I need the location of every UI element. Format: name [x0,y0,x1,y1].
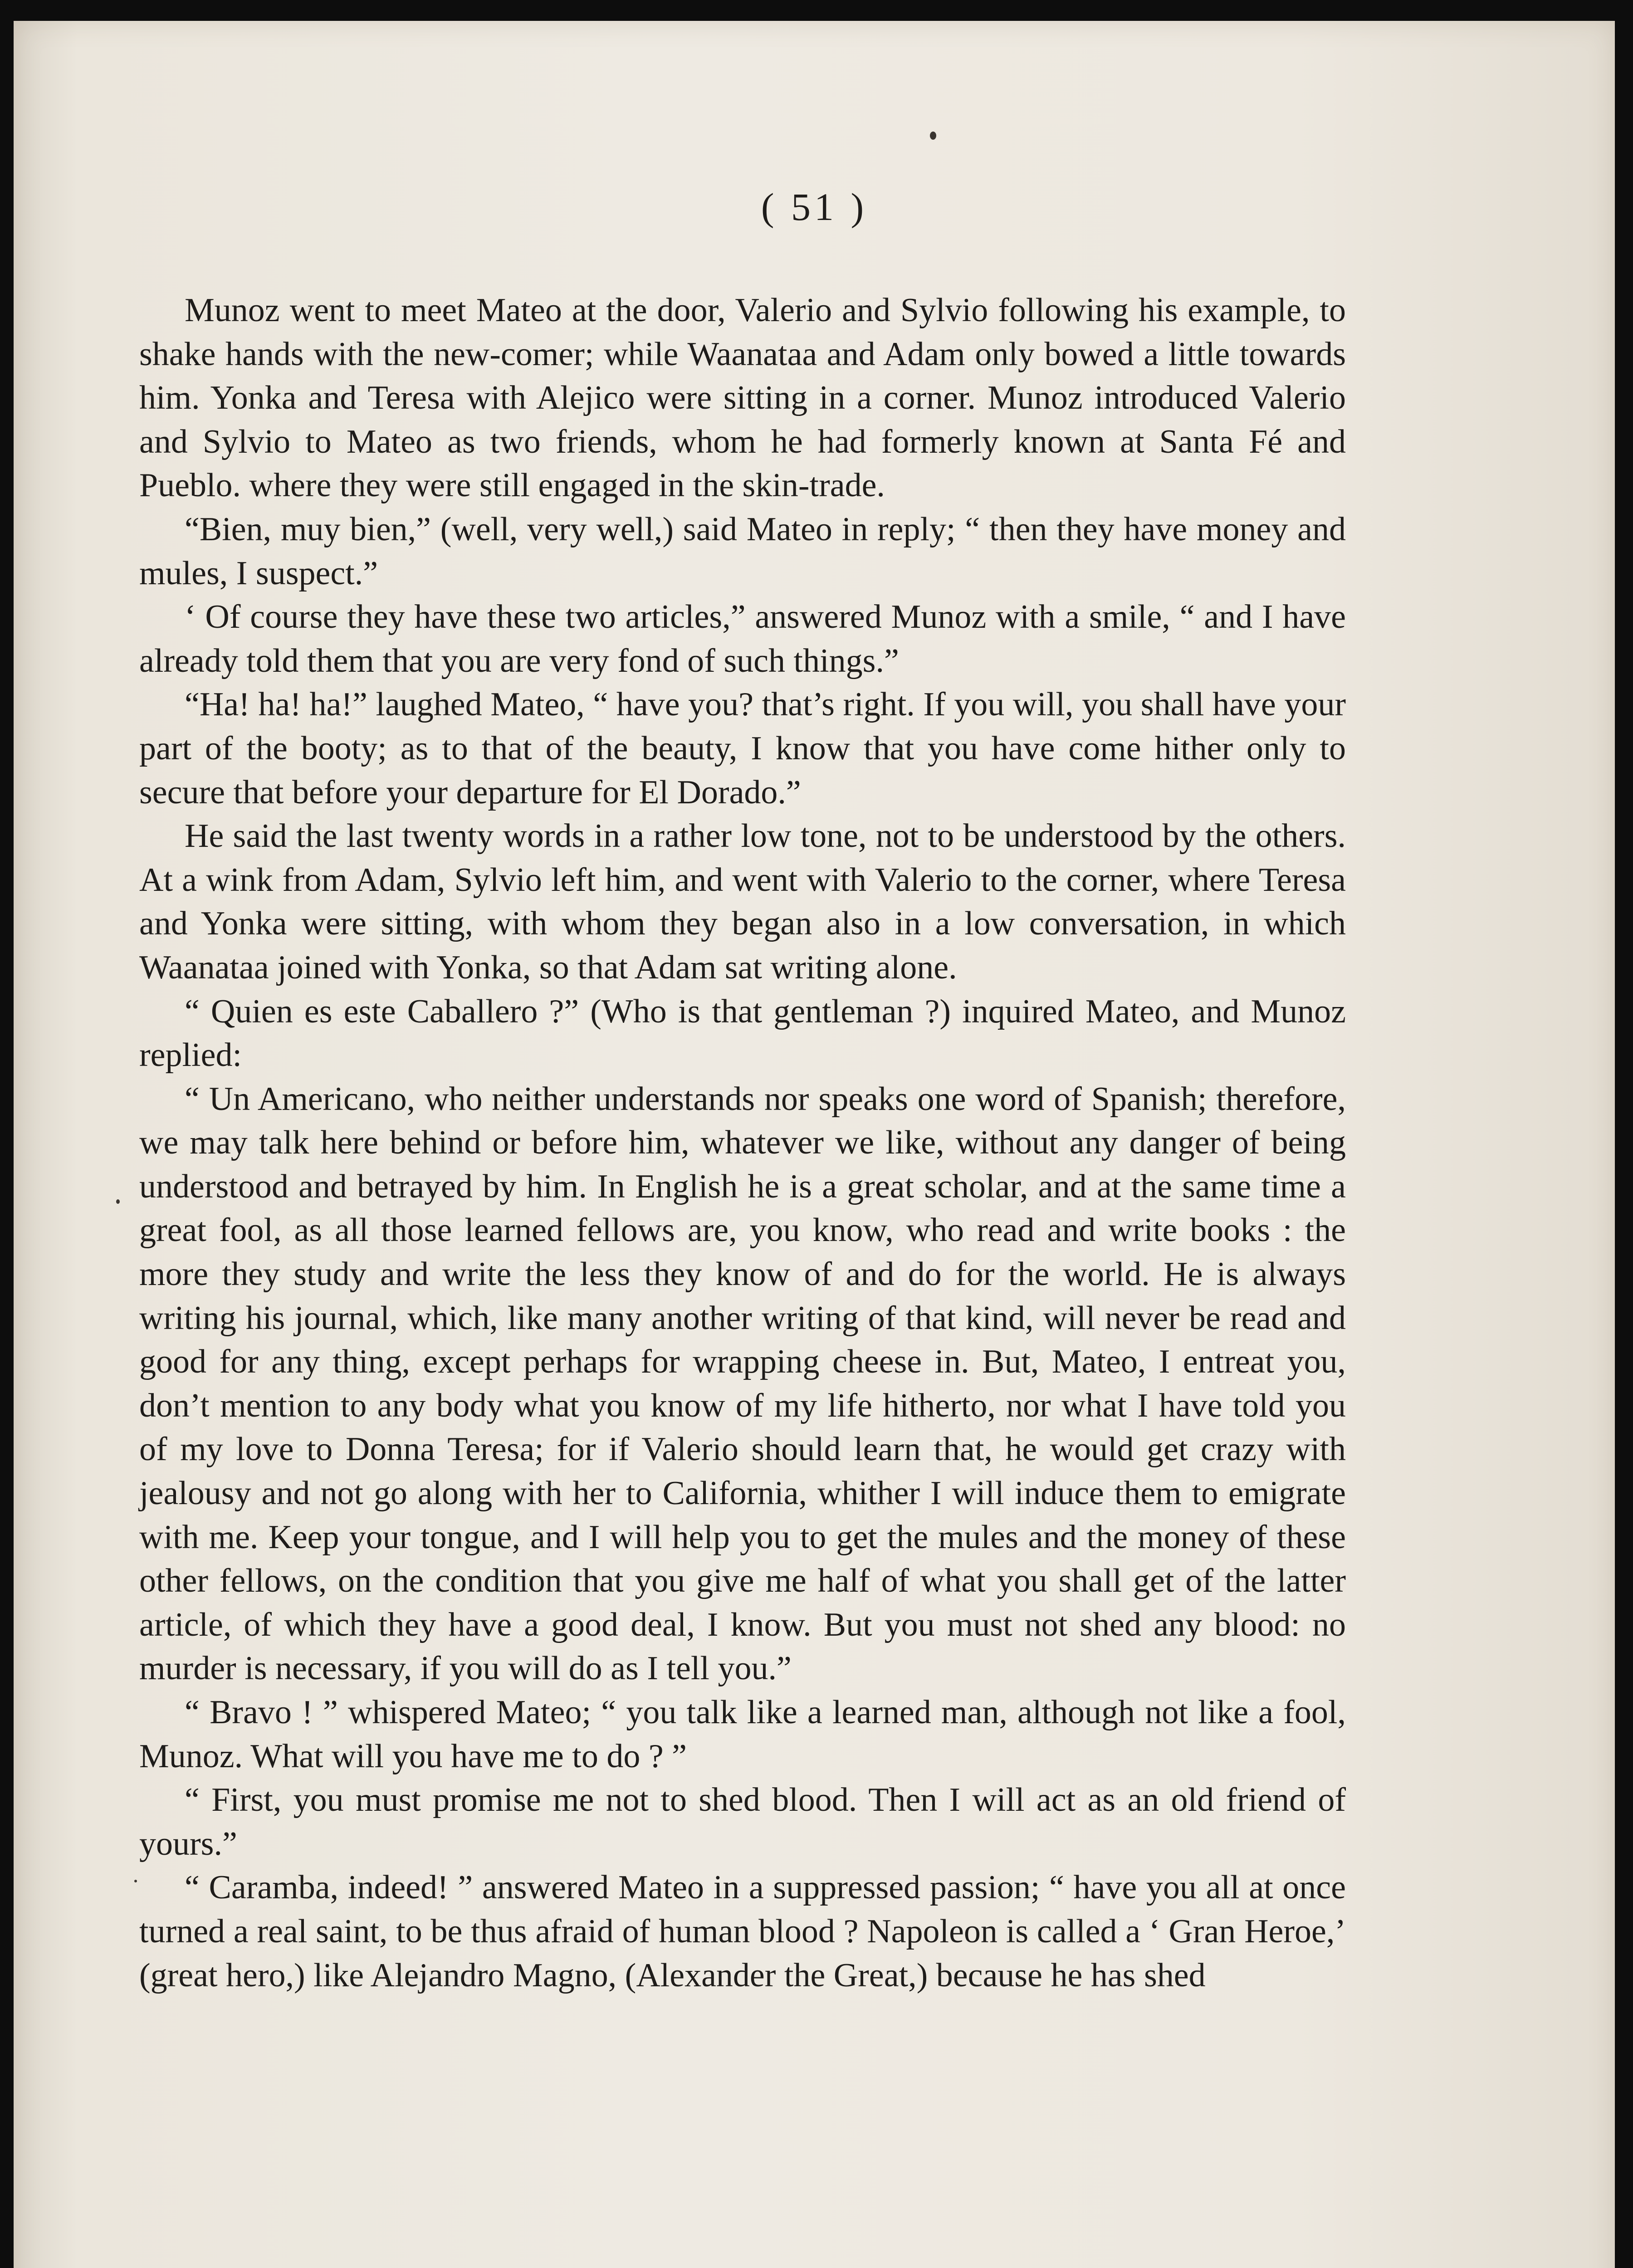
paragraph: Munoz went to meet Mateo at the door, Valerio and Sylvio following his example, to shake hands with the new-comer; while Waanataa and Adam only bowed a little towards him. Yonka and Teresa with Alejico were sitting in a corner. Munoz introduced Valerio and Sylvio to Mateo as two friends, whom he had formerly known at Santa Fé and Pueblo. where they were still engaged in the skin-trade. [139,292,1346,504]
paragraph: “ Caramba, indeed! ” answered Mateo in a suppressed passion; “ have you all at once turned a real saint, to be thus afraid of human blood ? Napoleon is called a ‘ Gran Heroe,’ (great hero,) like Alejandro Magno, (Alexander the Great,) because he has shed [139,1869,1346,1994]
paragraph: “ Bravo ! ” whispered Mateo; “ you talk like a learned man, although not like a fool, Munoz. What will you have me to do ? ” [139,1694,1346,1775]
paragraph: “Ha! ha! ha!” laughed Mateo, “ have you? that’s right. If you will, you shall have your part of the booty; as to that of the beauty, I know that you have come hither only to secure that before your departure for El Dorado.” [139,686,1346,811]
ink-speck [116,1199,120,1204]
paragraph: ‘ Of course they have these two articles,” answered Munoz with a smile, “ and I have already told them that you are very fond of such things.” [139,598,1346,679]
page-number: ( 51 ) [761,185,868,229]
paragraph: “Bien, muy bien,” (well, very well,) said Mateo in reply; “ then they have money and mules, I suspect.” [139,510,1346,592]
book-page [14,21,1615,2268]
body-text [139,288,1346,1997]
paragraph: He said the last twenty words in a rather low tone, not to be understood by the others. At a wink from Adam, Sylvio left him, and went with Valerio to the corner, where Teresa and Yonka were sitting, with whom they began also in a low conversation, in which Waanataa joined with Yonka, so that Adam sat writing alone. [139,817,1346,986]
ink-speck [134,1880,137,1882]
paragraph: “ Un Americano, who neither understands nor speaks one word of Spanish; therefore, we may talk here behind or before him, whatever we like, without any danger of being understood and betrayed by him. In English he is a great scholar, and at the same time a great fool, as all those learned fellows are, you know, who read and write books : the more they study and write the less they know of and do for the world. He is always writing his journal, which, like many another writing of that kind, will never be read and good for any thing, except perhaps for wrapping cheese in. But, Mateo, I entreat you, don’t mention to any body what you know of my life hitherto, nor what I have told you of my love to Donna Teresa; for if Valerio should learn that, he would get crazy with jealousy and not go along with her to California, whither I will induce them to emigrate with me. Keep your tongue, and I will help you to get the mules and the money of these other fellows, on the condition that you give me half of what you shall get of the latter article, of which they have a good deal, I know. But you must not shed any blood: no murder is necessary, if you will do as I tell you.” [139,1080,1346,1687]
paragraph: “ First, you must promise me not to shed blood. Then I will act as an old friend of yours.” [139,1781,1346,1862]
paragraph: “ Quien es este Caballero ?” (Who is that gentleman ?) inquired Mateo, and Munoz replied: [139,992,1346,1074]
ink-speck [930,132,936,140]
